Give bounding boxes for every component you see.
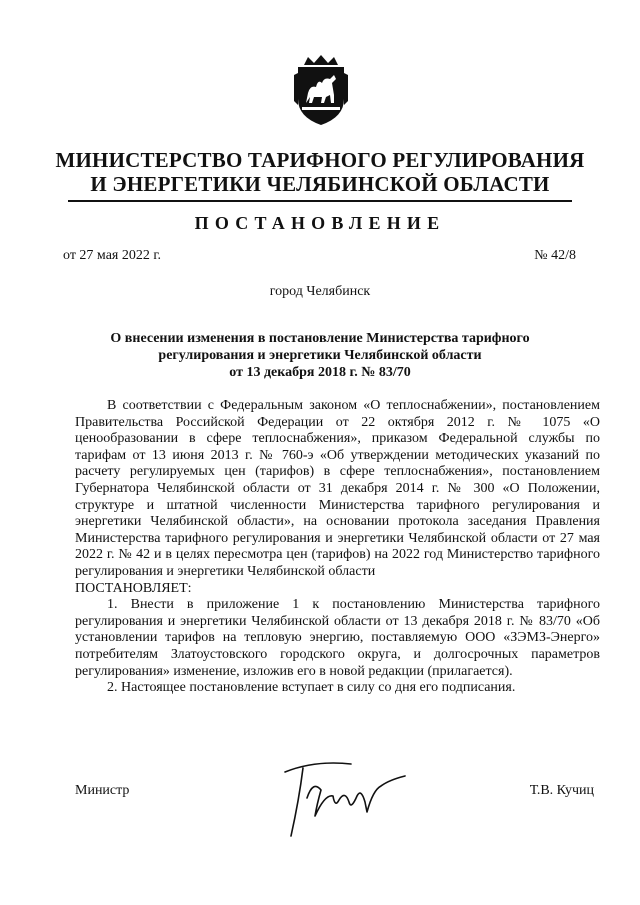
subject-line: О внесении изменения в постановление Министерства тарифного [110, 331, 530, 346]
coat-of-arms-icon [290, 55, 352, 127]
organization-name-line2: И ЭНЕРГЕТИКИ ЧЕЛЯБИНСКОЙ ОБЛАСТИ [90, 172, 550, 196]
document-number: № 42/8 [534, 248, 576, 263]
decree-item-2: 2. Настоящее постановление вступает в силу со дня его подписания. [107, 680, 516, 696]
document-type-title: ПОСТАНОВЛЕНИЕ [194, 213, 446, 233]
signatory-role: Министр [75, 783, 130, 798]
subject-line: регулирования и энергетики Челябинской области [158, 348, 482, 363]
signatory-name: Т.В. Кучиц [529, 783, 594, 798]
decree-item-1: 1. Внести в приложение 1 к постановлению Министерства тарифного регулирования и энергетики Челябинской области от 13 декабря 2018 г. № 83/70 «Об установлении тарифов на тепловую энергию, поставляемую ООО «ЗЭМЗ-Энерго» потребителям Златоустовского городского округа, и долгосрочных параметров регулирования» изменение, изложив его в новой редакции (прилагается). [75, 597, 600, 679]
subject-line: от 13 декабря 2018 г. № 83/70 [229, 365, 411, 380]
document-body [75, 398, 600, 697]
decree-heading: ПОСТАНОВЛЯЕТ: [75, 580, 192, 596]
preamble-paragraph: В соответствии с Федеральным законом «О теплоснабжении», постановлением Правительства Российской Федерации от 22 октября 2012 г. № 1075 «О ценообразовании в сфере теплоснабжения», приказом Федеральной службы по тарифам от 13 июня 2013 г. № 760-э «Об утверждении методических указаний по расчету регулируемых цен (тарифов) в сфере теплоснабжения», постановлением Губернатора Челябинской области от 31 декабря 2014 г. № 300 «О Положении, структуре и штатной численности Министерства тарифного регулирования и энергетики Челябинской области», на основании протокола заседания Правления Министерства тарифного регулирования и энергетики Челябинской области от 27 мая 2022 г. № 42 и в целях пересмотра цен (тарифов) на 2022 год Министерство тарифного регулирования и энергетики Челябинской области [75, 398, 600, 579]
document-subject [80, 330, 560, 381]
document-date: от 27 мая 2022 г. [63, 248, 162, 263]
header-divider [68, 200, 572, 202]
document-city: город Челябинск [269, 284, 371, 299]
organization-name-line1: МИНИСТЕРСТВО ТАРИФНОГО РЕГУЛИРОВАНИЯ [55, 148, 585, 172]
handwritten-signature [255, 750, 415, 845]
